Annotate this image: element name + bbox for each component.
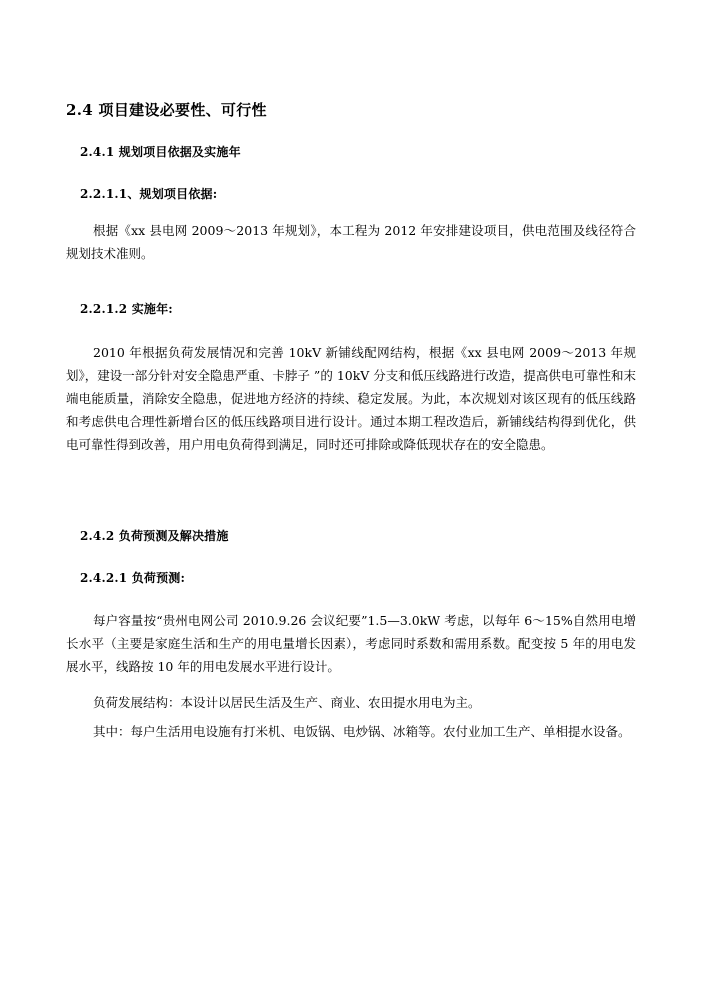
item-heading-planning-basis: 2.2.1.1、规划项目依据: xyxy=(80,187,218,201)
section-heading: 2.4 项目建设必要性、可行性 xyxy=(66,101,267,119)
paragraph-implementation-year: 2010 年根据负荷发展情况和完善 10kV 新铺线配网结构，根据《xx 县电网 2009～2013 年规划》，建设一部分针对安全隐患严重、卡脖子 ”的 10kV 分支和低压线路进行改造，提高供电可靠性和末端电能质量，消除安全隐患，促进地方经济的持续、稳定发展。为此，本次规划对该区现有的低压线路和考虑供电合理性新增台区的低压线路项目进行设计。通过本期工程改造后，新铺线结构得到优化，供电可靠性得到改善，用户用电负荷得到满足，同时还可排除或降低现状存在的安全隐患。 xyxy=(66,345,636,452)
paragraph-load-forecast: 每户容量按“贵州电网公司 2010.9.26 会议纪要”1.5—3.0kW 考虑，以每年 6～15%自然用电增长水平（主要是家庭生活和生产的用电量增长因素），考虑同时系数和需用系数。配变按 5 年的用电发展水平，线路按 10 年的用电发展水平进行设计。 xyxy=(66,613,636,674)
paragraph-equipment: 其中：每户生活用电设施有打米机、电饭锅、电炒锅、冰箱等。农付业加工生产、单相提水设备。 xyxy=(93,724,631,739)
subsection-heading-planning-basis: 2.4.1 规划项目依据及实施年 xyxy=(80,145,241,159)
item-heading-implementation-year: 2.2.1.2 实施年: xyxy=(80,302,173,316)
paragraph-planning-basis: 根据《xx 县电网 2009～2013 年规划》，本工程为 2012 年安排建设项目，供电范围及线径符合规划技术准则。 xyxy=(66,223,636,261)
item-heading-load-forecast: 2.4.2.1 负荷预测: xyxy=(80,571,186,585)
paragraph-load-structure: 负荷发展结构：本设计以居民生活及生产、商业、农田提水用电为主。 xyxy=(93,695,481,710)
subsection-heading-load-forecast: 2.4.2 负荷预测及解决措施 xyxy=(80,529,229,543)
